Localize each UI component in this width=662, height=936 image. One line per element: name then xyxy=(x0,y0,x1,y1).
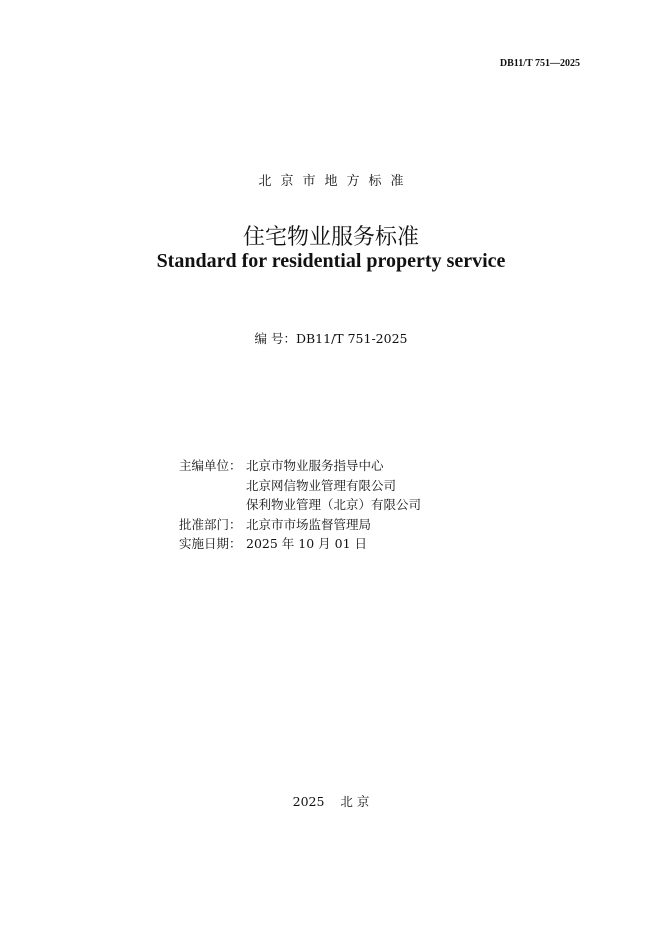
editor-row xyxy=(179,456,421,476)
spacer xyxy=(179,495,246,515)
footer-city: 北 京 xyxy=(340,794,370,809)
footer-year: 2025 xyxy=(292,794,325,809)
editor-row xyxy=(179,476,421,496)
editor-2: 北京网信物业管理有限公司 xyxy=(246,477,397,493)
date-value: 2025 年 10 月 01 日 xyxy=(246,536,367,551)
local-standard-label: 北京市地方标准 xyxy=(258,174,413,189)
date-row xyxy=(179,534,421,554)
number-value: DB11/T 751-2025 xyxy=(295,331,408,346)
date-label: 实施日期： xyxy=(179,536,242,551)
title-english: Standard for residential property service xyxy=(156,250,506,272)
title-chinese: 住宅物业服务标准 xyxy=(242,225,419,250)
approver-label: 批准部门： xyxy=(179,516,242,532)
standard-number-line xyxy=(0,329,662,347)
editor-1: 北京市物业服务指导中心 xyxy=(246,458,384,473)
footer-place-year xyxy=(0,792,662,810)
spacer xyxy=(179,476,246,496)
editor-row xyxy=(179,495,421,515)
editor-3: 保利物业管理（北京）有限公司 xyxy=(246,497,422,512)
standard-code: DB11/T 751—2025 xyxy=(499,58,580,69)
approver-row xyxy=(179,515,421,535)
number-label: 编 号： xyxy=(254,331,296,346)
info-block xyxy=(179,456,421,554)
approver-value: 北京市市场监督管理局 xyxy=(246,516,372,532)
editor-label: 主编单位： xyxy=(179,458,242,473)
